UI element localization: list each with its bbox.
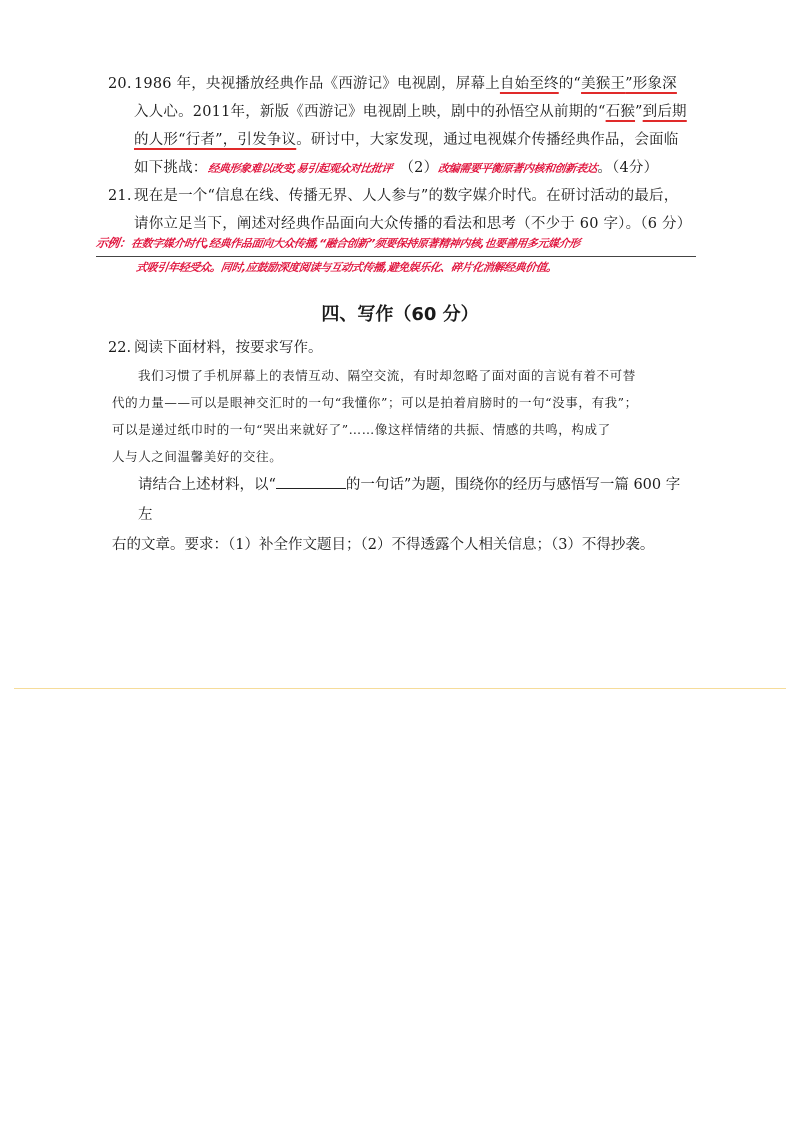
q20-underline-2: 美猴王 [581,76,626,92]
question-20 [108,70,698,183]
q21-handwritten-answer [96,232,696,279]
question-21 [108,182,698,238]
q21-line-2: 请你立足当下，阐述对经典作品面向大众传播的看法和思考（不少于 60 字）。（6 分） [134,216,692,232]
q20-number: 20. [108,76,132,92]
material-line-3: 可以是递过纸巾时的一句“哭出来就好了”……像这样情绪的共振、情感的共鸣，构成了 [112,422,611,437]
requirement-line-1: 请结合上述材料，以“ 的一句话”为题，围绕你的经历与感悟写一篇 600 字左 [112,470,692,530]
q20-line-2: 入人心。2011年，新版《西游记》电视剧上映，剧中的孙悟空从前期的“石猴”到后期 [134,104,687,120]
q20-line-3: 的人形“行者”，引发争议。研讨中，大家发现，通过电视媒介传播经典作品，会面临 [134,132,679,148]
q20-handwritten-answer-2: 改编需要平衡原著内核和创新表达 [437,162,599,175]
requirement-line-2: 右的文章。要求：（1）补全作文题目；（2）不得透露个人相关信息；（3）不得抄袭。 [112,537,655,553]
material-line-1: 我们习惯了手机屏幕上的表情互动、隔空交流，有时却忽略了面对面的言说有着不可替 [138,368,636,383]
answer-prefix: 示例： [95,236,132,250]
q22-number: 22. [108,340,132,356]
q20-underline-3: 石猴 [605,104,636,120]
q20-underline-1: 自始至终 [499,76,559,92]
q20-line-1: 20. 1986 年，央视播放经典作品《西游记》电视剧，屏幕上自始至终的“美猴王”形象深 [108,70,698,98]
material-line-4: 人与人之间温馨美好的交往。 [112,449,283,464]
answer-line-1: 在数字媒介时代,经典作品面向大众传播,“融合创新”须要保持原著精神内核,也要善用多元媒介形 [129,237,581,250]
q20-handwritten-answer-1: 经典形象难以改变,易引起观众对比批评 [206,162,393,175]
page-fold-line [14,688,786,689]
material-line-2: 代的力量——可以是眼神交汇时的一句“我懂你”；可以是拍着肩膀时的一句“没事，有我”； [112,395,638,410]
q20-underline-5: 的人形“行者”，引发争议 [134,132,297,148]
question-22-prompt: 22. 阅读下面材料，按要求写作。 [108,340,323,356]
answer-line-2: 式吸引年轻受众。同时,应鼓励深度阅读与互动式传播,避免娱乐化、碎片化消解经典价值。 [135,261,558,274]
writing-material [112,362,692,470]
writing-requirements [112,470,692,560]
q21-number: 21. [108,188,132,204]
q20-line-4: 如下挑战：经典形象难以改变,易引起观众对比批评 （2）改编需要平衡原著内核和创新表达。（4分） [108,154,698,183]
q21-line-1: 21. 现在是一个“信息在线、传播无界、人人参与”的数字媒介时代。在研讨活动的最后， [108,182,698,210]
section-title: 四、写作（60 分） [321,304,479,325]
title-blank [276,474,346,489]
q20-underline-4: 到后期 [642,104,687,120]
